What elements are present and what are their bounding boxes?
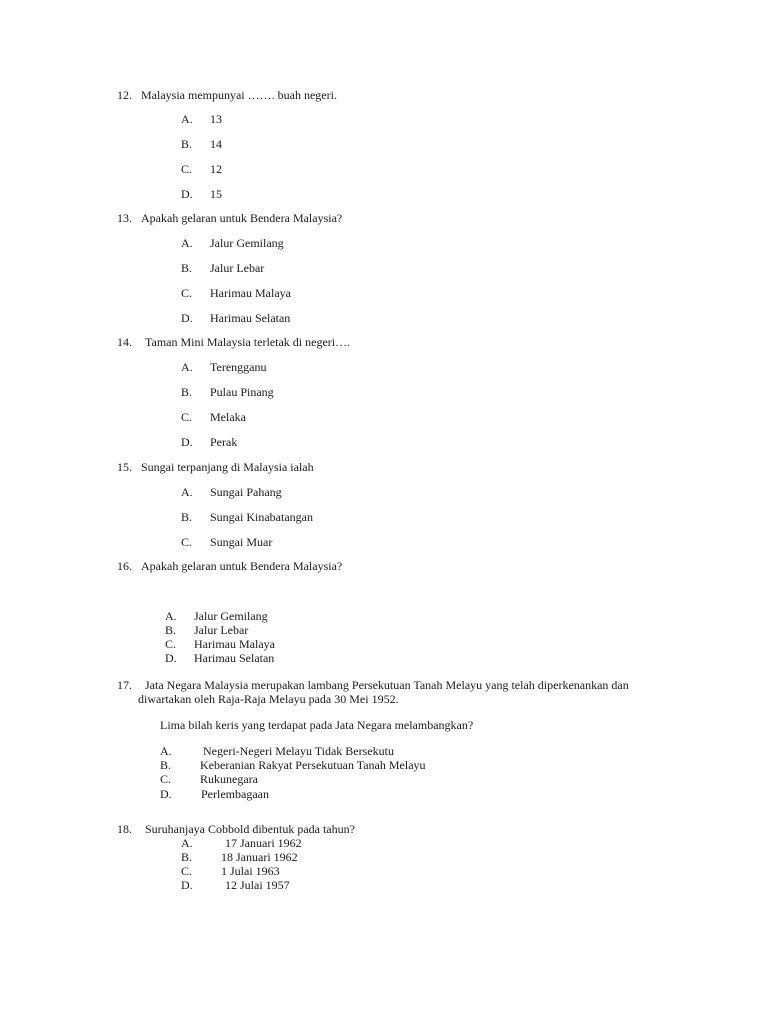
option-text: Negeri-Negeri Melayu Tidak Bersekutu <box>203 744 394 758</box>
question-text: Taman Mini Malaysia terletak di negeri…. <box>145 335 351 349</box>
option-letter: C. <box>181 864 193 878</box>
option-letter: D. <box>165 651 177 665</box>
option-text: Pulau Pinang <box>210 385 274 399</box>
question-text: Apakah gelaran untuk Bendera Malaysia? <box>141 211 343 225</box>
question-number: 15. <box>117 460 132 474</box>
option-text: Sungai Kinabatangan <box>210 510 313 524</box>
option-text: 15 <box>210 187 222 201</box>
option-text: 13 <box>210 112 222 126</box>
question-number: 12. <box>117 88 132 102</box>
option-letter: C. <box>160 772 172 786</box>
option-letter: A. <box>165 609 177 623</box>
option-text: 12 <box>210 162 222 176</box>
option-text: Perlembagaan <box>201 787 269 801</box>
option-text: Terengganu <box>210 360 267 374</box>
option-letter: A. <box>181 112 193 126</box>
option-text: Rukunegara <box>200 772 258 786</box>
question-number: 17. <box>117 678 132 692</box>
option-letter: D. <box>181 187 193 201</box>
option-letter: B. <box>160 758 172 772</box>
option-letter: A. <box>181 485 193 499</box>
option-text: Harimau Malaya <box>210 286 291 300</box>
option-letter: D. <box>181 435 193 449</box>
option-text: Perak <box>210 435 238 449</box>
option-letter: A. <box>160 744 172 758</box>
option-text: Jalur Gemilang <box>210 236 284 250</box>
option-text: 1 Julai 1963 <box>221 864 280 878</box>
option-letter: B. <box>181 510 193 524</box>
question-number: 18. <box>117 822 132 836</box>
option-letter: A. <box>181 360 193 374</box>
option-letter: A. <box>181 236 193 250</box>
question-text: Suruhanjaya Cobbold dibentuk pada tahun? <box>145 822 355 836</box>
option-text: Sungai Pahang <box>210 485 282 499</box>
question-text-continued: diwartakan oleh Raja-Raja Melayu pada 30 Mei 1952. <box>138 692 399 706</box>
question-text: Malaysia mempunyai ……. buah negeri. <box>141 88 337 102</box>
option-letter: C. <box>165 637 177 651</box>
question-number: 13. <box>117 211 132 225</box>
option-letter: A. <box>181 836 193 850</box>
question-text: Apakah gelaran untuk Bendera Malaysia? <box>141 559 343 573</box>
option-text: Harimau Selatan <box>194 651 275 665</box>
option-letter: D. <box>181 311 193 325</box>
question-number: 14. <box>117 335 132 349</box>
option-letter: B. <box>181 261 193 275</box>
option-letter: D. <box>160 787 172 801</box>
option-text: 14 <box>210 137 222 151</box>
option-letter: C. <box>181 535 193 549</box>
option-text: 18 Januari 1962 <box>221 850 298 864</box>
option-letter: B. <box>181 850 193 864</box>
option-text: 17 Januari 1962 <box>225 836 302 850</box>
question-text: Jata Negara Malaysia merupakan lambang Persekutuan Tanah Melayu yang telah diperkenankan dan <box>145 678 629 692</box>
option-letter: B. <box>181 385 193 399</box>
option-text: Jalur Lebar <box>210 261 265 275</box>
option-letter: C. <box>181 286 193 300</box>
option-letter: B. <box>181 137 193 151</box>
question-subtext: Lima bilah keris yang terdapat pada Jata Negara melambangkan? <box>160 718 474 732</box>
option-letter: B. <box>165 623 177 637</box>
option-letter: C. <box>181 410 193 424</box>
option-text: Melaka <box>210 410 246 424</box>
question-number: 16. <box>117 559 132 573</box>
option-text: Harimau Malaya <box>194 637 275 651</box>
option-text: Sungai Muar <box>210 535 273 549</box>
option-letter: C. <box>181 162 193 176</box>
option-text: 12 Julai 1957 <box>225 878 290 892</box>
option-text: Keberanian Rakyat Persekutuan Tanah Melayu <box>200 758 426 772</box>
question-text: Sungai terpanjang di Malaysia ialah <box>141 460 314 474</box>
option-text: Harimau Selatan <box>210 311 291 325</box>
option-text: Jalur Lebar <box>194 623 249 637</box>
option-letter: D. <box>181 878 193 892</box>
option-text: Jalur Gemilang <box>194 609 268 623</box>
